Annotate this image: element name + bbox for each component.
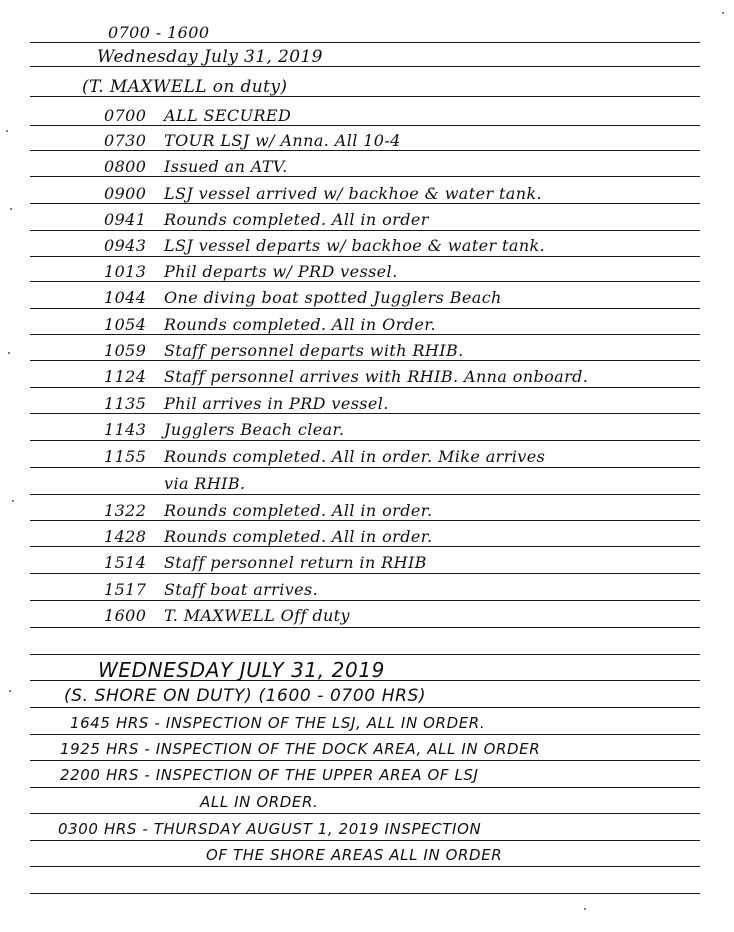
log-entry: OF THE SHORE AREAS ALL IN ORDER (206, 846, 503, 864)
log-entry (104, 396, 389, 412)
entry-time: 1054 (104, 315, 147, 334)
entry-text: Staff personnel return in RHIB (164, 553, 427, 572)
log-entry (104, 317, 436, 333)
entry-text: Staff personnel arrives with RHIB. Anna onboard. (164, 367, 589, 386)
ruled-line (30, 734, 700, 735)
entry-time: 1155 (104, 447, 147, 466)
ruled-line (30, 654, 700, 655)
ruled-line (30, 494, 700, 495)
entry-text: Issued an ATV. (164, 157, 288, 176)
scan-speck (6, 130, 8, 132)
entry-text: Rounds completed. All in order (164, 210, 429, 229)
entry-time: 0941 (104, 210, 147, 229)
entry-time: 1143 (104, 420, 147, 439)
log-entry (104, 186, 542, 202)
on-duty-note: (T. MAXWELL on duty) (82, 77, 288, 97)
ruled-line (30, 707, 700, 708)
log-entry (104, 503, 433, 519)
log-entry: 1645 HRS - INSPECTION OF THE LSJ, ALL IN ORDER. (70, 714, 486, 732)
ruled-line (30, 840, 700, 841)
log-entry (104, 608, 350, 624)
entry-text: Jugglers Beach clear. (164, 420, 345, 439)
entry-text: Rounds completed. All in order. (164, 527, 433, 546)
entry-time: 0900 (104, 184, 147, 203)
scan-speck (722, 12, 724, 14)
log-entry (104, 238, 545, 254)
entry-text: via RHIB. (164, 474, 246, 493)
scan-speck (8, 352, 10, 354)
shift-date: Wednesday July 31, 2019 (97, 47, 323, 67)
ruled-line (30, 203, 700, 204)
scan-speck (10, 208, 12, 210)
log-entry: ALL IN ORDER. (200, 793, 319, 811)
log-entry (104, 290, 502, 306)
scan-speck (9, 690, 11, 692)
entry-text: LSJ vessel departs w/ backhoe & water tank. (164, 236, 546, 255)
entry-text: One diving boat spotted Jugglers Beach (164, 288, 502, 307)
entry-text: Staff boat arrives. (164, 580, 319, 599)
ruled-line (30, 42, 700, 43)
shift-date: WEDNESDAY JULY 31, 2019 (98, 658, 385, 682)
log-entry (104, 159, 288, 175)
ruled-line (30, 573, 700, 574)
entry-time: 1514 (104, 553, 147, 572)
ruled-line (30, 413, 700, 414)
log-entry (104, 529, 433, 545)
scan-speck (584, 908, 586, 910)
entry-text: Staff personnel departs with RHIB. (164, 341, 464, 360)
log-entry (104, 133, 401, 149)
ruled-line (30, 176, 700, 177)
log-entry: 1925 HRS - INSPECTION OF THE DOCK AREA, ALL IN ORDER (60, 740, 541, 758)
ruled-line (30, 440, 700, 441)
entry-time: 1135 (104, 394, 147, 413)
log-entry (104, 422, 344, 438)
ruled-line (30, 813, 700, 814)
entry-time: 1124 (104, 367, 147, 386)
on-duty-note: (S. SHORE ON DUTY) (1600 - 0700 HRS) (64, 686, 427, 706)
ruled-line (30, 281, 700, 282)
log-entry: 2200 HRS - INSPECTION OF THE UPPER AREA OF LSJ (60, 766, 479, 784)
log-entry (104, 343, 464, 359)
entry-text: Rounds completed. All in order. Mike arrives (164, 447, 546, 466)
entry-text: Phil departs w/ PRD vessel. (164, 262, 398, 281)
ruled-line (30, 230, 700, 231)
log-entry (104, 264, 398, 280)
entry-time: 0730 (104, 131, 147, 150)
log-entry (104, 582, 318, 598)
entry-time: 1013 (104, 262, 147, 281)
entry-time: 0800 (104, 157, 147, 176)
entry-text: Phil arrives in PRD vessel. (164, 394, 389, 413)
ruled-line (30, 600, 700, 601)
log-entry (104, 555, 427, 571)
entry-text: T. MAXWELL Off duty (164, 606, 350, 625)
ruled-line (30, 546, 700, 547)
log-entry (104, 449, 545, 465)
ruled-line (30, 520, 700, 521)
entry-time: 1322 (104, 501, 147, 520)
ruled-line (30, 360, 700, 361)
ruled-line (30, 308, 700, 309)
entry-time: 1059 (104, 341, 147, 360)
entry-time: 1428 (104, 527, 147, 546)
ruled-line (30, 893, 700, 894)
entry-time: 1517 (104, 580, 147, 599)
ruled-line (30, 256, 700, 257)
log-entry (104, 369, 588, 385)
entry-text: Rounds completed. All in Order. (164, 315, 436, 334)
log-entry (104, 212, 429, 228)
entry-time: 0943 (104, 236, 147, 255)
entry-text: ALL SECURED (164, 106, 292, 125)
ruled-line (30, 866, 700, 867)
ruled-line (30, 150, 700, 151)
shift-hours: 0700 - 1600 (108, 23, 210, 42)
log-entry (104, 108, 291, 124)
ruled-line (30, 627, 700, 628)
ruled-line (30, 334, 700, 335)
entry-time: 1600 (104, 606, 147, 625)
entry-text: TOUR LSJ w/ Anna. All 10-4 (164, 131, 401, 150)
ruled-line (30, 760, 700, 761)
entry-time: 0700 (104, 106, 147, 125)
ruled-line (30, 387, 700, 388)
ruled-line (30, 125, 700, 126)
entry-text: LSJ vessel arrived w/ backhoe & water tank. (164, 184, 543, 203)
log-entry (104, 476, 246, 492)
entry-text: Rounds completed. All in order. (164, 501, 433, 520)
log-entry: 0300 HRS - THURSDAY AUGUST 1, 2019 INSPECTION (58, 820, 482, 838)
scan-speck (12, 500, 14, 502)
ruled-line (30, 467, 700, 468)
entry-time: 1044 (104, 288, 147, 307)
ruled-line (30, 787, 700, 788)
